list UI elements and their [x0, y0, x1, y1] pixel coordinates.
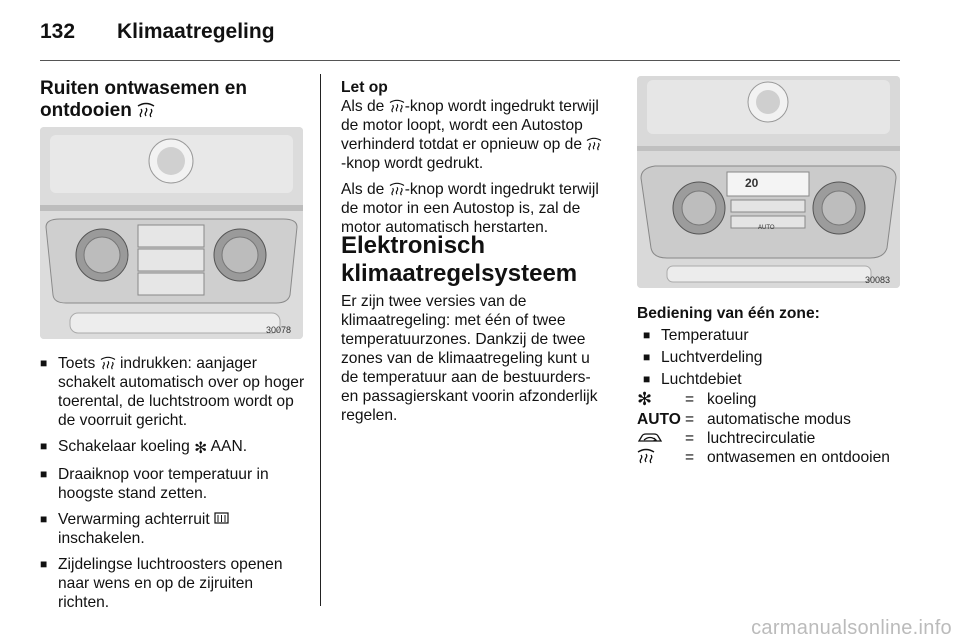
defrost-icon [137, 102, 155, 118]
rear-window-heat-icon [214, 512, 229, 526]
header-rule [40, 60, 900, 61]
legend-row: = ontwasemen en ontdooien [637, 448, 890, 467]
chapter-title: Klimaatregeling [117, 20, 275, 43]
legend-row: AUTO = automatische modus [637, 411, 851, 428]
symbol-legend [637, 390, 890, 467]
column-divider [320, 74, 321, 606]
list-item: ■ Temperatuur [643, 326, 907, 345]
single-zone-title: Bediening van één zone: [637, 305, 820, 322]
snowflake-icon: ✻ [637, 389, 653, 409]
display-temperature: 20 [745, 176, 759, 190]
defrost-icon [389, 182, 405, 196]
defrost-steps [40, 354, 308, 619]
list-item: ■ Toets indrukken: aanjager schakelt automatisch over op hoger toerental, de luchtstroom wordt op de voorruit gericht. [40, 354, 308, 430]
note-paragraph-2: Als de -knop wordt ingedrukt terwijl de motor in een Autostop is, zal de motor automatisch herstarten. [341, 181, 599, 236]
auto-symbol: AUTO [637, 411, 681, 428]
section-title-electronic: Elektronisch klimaatregelsysteem [341, 232, 578, 287]
figure-number-right: 30083 [865, 275, 891, 285]
intro-paragraph: Er zijn twee versies van de klimaatregeling: met één of twee temperatuurzones. Dankzij de twee zones van de klimaatregeling kunt u de temperatuur aan de bestuurders- en passagierskant voorin afzonderlijk regelen. [341, 293, 598, 424]
list-item: ■ Draaiknop voor temperatuur in hoogste stand zetten. [40, 465, 308, 503]
single-zone-panel-photo [40, 127, 303, 339]
watermark: carmanualsonline.info [751, 617, 952, 639]
single-zone-block [637, 304, 907, 467]
defrost-icon [637, 448, 655, 464]
list-item: ■ Zijdelingse luchtroosters openen naar wens en op de zijruiten richten. [40, 555, 308, 612]
list-item: ■ Schakelaar koeling ✻ AAN. [40, 437, 308, 458]
note-block [341, 78, 603, 237]
figure-number-left: 30078 [266, 325, 292, 335]
defrost-icon [389, 99, 405, 113]
list-item: ■ Luchtdebiet [643, 370, 907, 389]
page-number: 132 [40, 20, 76, 43]
note-title: Let op [341, 79, 388, 96]
recirculation-icon [637, 431, 663, 445]
list-item: ■ Luchtverdeling [643, 348, 907, 367]
defrost-icon [100, 356, 116, 370]
defrost-icon [586, 137, 602, 151]
list-item: ■ Verwarming achterruit inschakelen. [40, 510, 308, 548]
climate-panel-photo [637, 76, 900, 288]
section-heading-defrost: Ruiten ontwasemen en ontdooien [40, 78, 247, 121]
legend-row: = luchtrecirculatie [637, 429, 890, 448]
snowflake-icon: ✻ [194, 440, 208, 457]
note-paragraph-1: Als de -knop wordt ingedrukt terwijl de motor loopt, wordt een Autostop verhinderd totdat er opnieuw op de -knop wordt gedrukt. [341, 97, 603, 173]
auto-button-label: AUTO [758, 225, 775, 231]
legend-row: ✻ = koeling [637, 389, 757, 409]
